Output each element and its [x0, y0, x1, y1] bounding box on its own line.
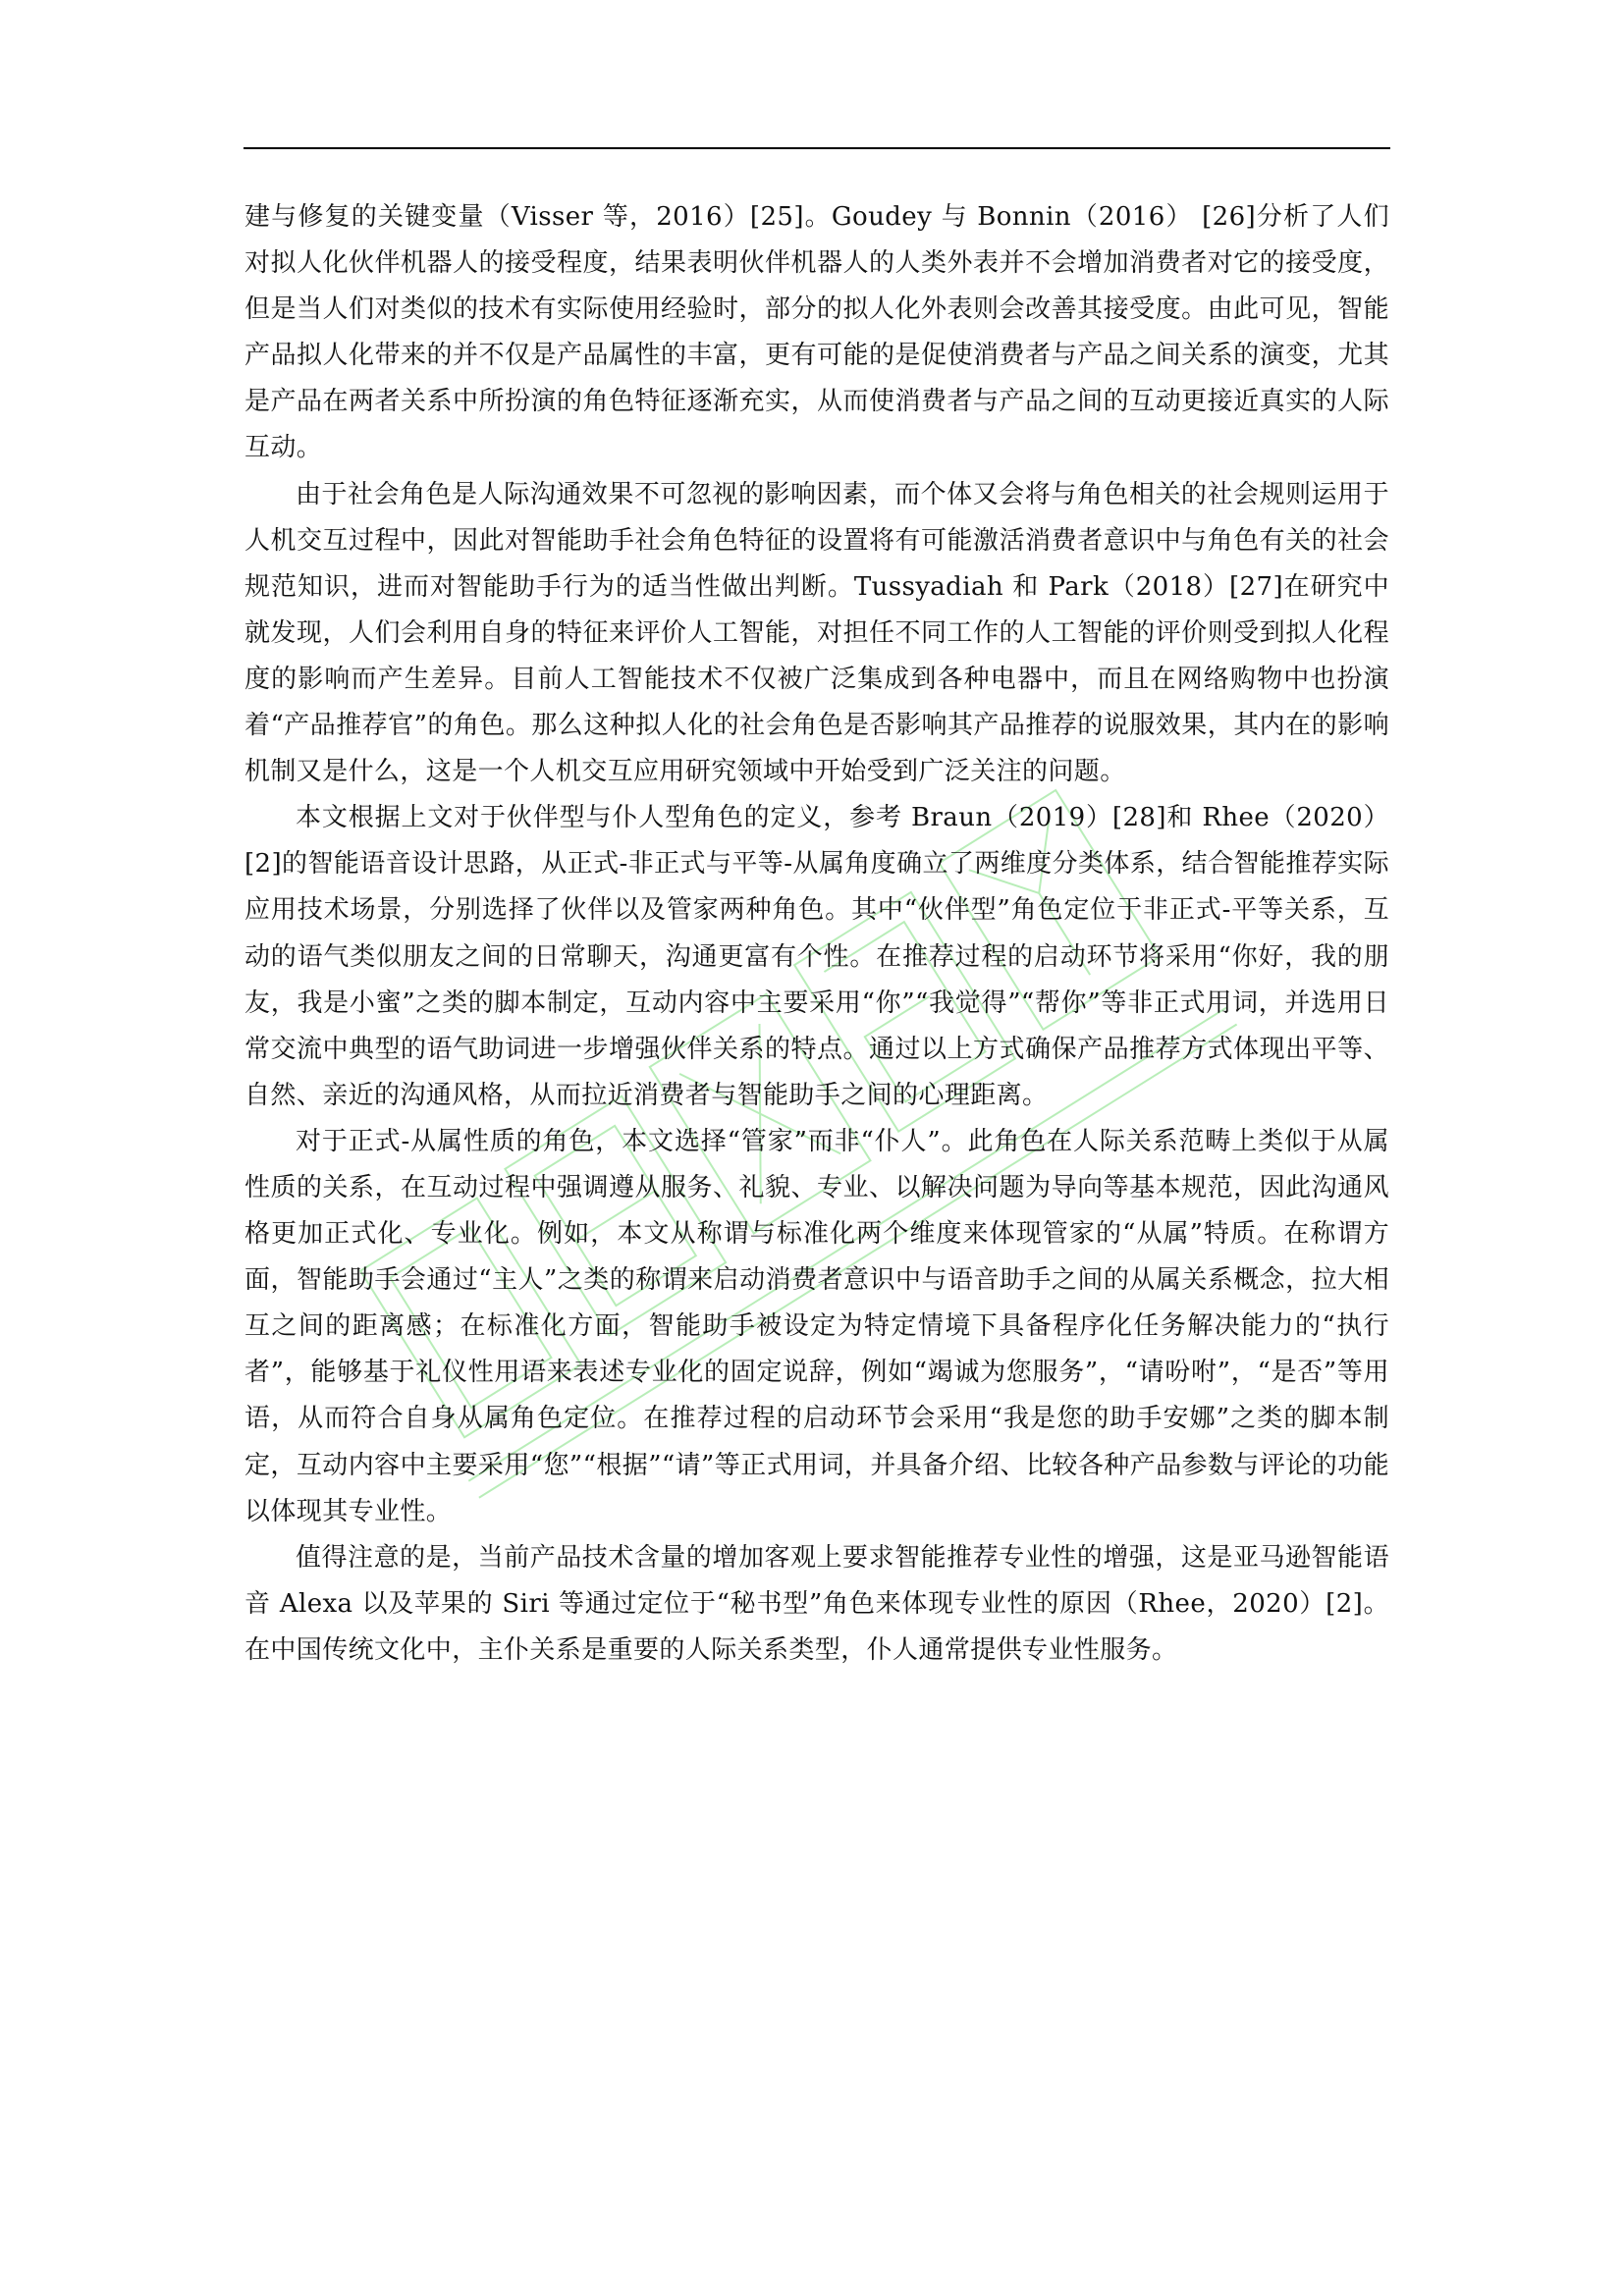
body-text: [244, 194, 1389, 1674]
paragraph-3: 本文根据上文对于伙伴型与仆人型角色的定义，参考 Braun（2019）[28]和 Rhee（2020）[2]的智能语音设计思路，从正式-非正式与平等-从属角度确立了两维度分类体系，结合智能推荐实际应用技术场景，分别选择了伙伴以及管家两种角色。其中“伙伴型”角色定位于非正式-平等关系，互动的语气类似朋友之间的日常聊天，沟通更富有个性。在推荐过程的启动环节将采用“你好，我的朋友，我是小蜜”之类的脚本制定，互动内容中主要采用“你”“我觉得”“帮你”等非正式用词，并选用日常交流中典型的语气助词进一步增强伙伴关系的特点。通过以上方式确保产品推荐方式体现出平等、自然、亲近的沟通风格，从而拉近消费者与智能助手之间的心理距离。: [244, 803, 1389, 1110]
paragraph-4: 对于正式-从属性质的角色，本文选择“管家”而非“仆人”。此角色在人际关系范畴上类似于从属性质的关系，在互动过程中强调遵从服务、礼貌、专业、以解决问题为导向等基本规范，因此沟通风格更加正式化、专业化。例如，本文从称谓与标准化两个维度来体现管家的“从属”特质。在称谓方面，智能助手会通过“主人”之类的称谓来启动消费者意识中与语音助手之间的从属关系概念，拉大相互之间的距离感；在标准化方面，智能助手被设定为特定情境下具备程序化任务解决能力的“执行者”，能够基于礼仪性用语来表述专业化的固定说辞，例如“竭诚为您服务”，“请吩咐”，“是否”等用语，从而符合自身从属角色定位。在推荐过程的启动环节会采用“我是您的助手安娜”之类的脚本制定，互动内容中主要采用“您”“根据”“请”等正式用词，并具备介绍、比较各种产品参数与评论的功能以体现其专业性。: [244, 1126, 1389, 1526]
paragraph-5: 值得注意的是，当前产品技术含量的增加客观上要求智能推荐专业性的增强，这是亚马逊智能语音 Alexa 以及苹果的 Siri 等通过定位于“秘书型”角色来体现专业性的原因（Rhee，2020）[2]。在中国传统文化中，主仆关系是重要的人际关系类型，仆人通常提供专业性服务。: [244, 1542, 1389, 1665]
paragraph-2: 由于社会角色是人际沟通效果不可忽视的影响因素，而个体又会将与角色相关的社会规则运用于人机交互过程中，因此对智能助手社会角色特征的设置将有可能激活消费者意识中与角色有关的社会规范知识，进而对智能助手行为的适当性做出判断。Tussyadiah 和 Park（2018）[27]在研究中就发现，人们会利用自身的特征来评价人工智能，对担任不同工作的人工智能的评价则受到拟人化程度的影响而产生差异。目前人工智能技术不仅被广泛集成到各种电器中，而且在网络购物中也扮演着“产品推荐官”的角色。那么这种拟人化的社会角色是否影响其产品推荐的说服效果，其内在的影响机制又是什么，这是一个人机交互应用研究领域中开始受到广泛关注的问题。: [244, 479, 1389, 787]
header-rule: [244, 147, 1390, 149]
paragraph-1: 建与修复的关键变量（Visser 等，2016）[25]。Goudey 与 Bonnin（2016） [26]分析了人们对拟人化伙伴机器人的接受程度，结果表明伙伴机器人的人类外表并不会增加消费者对它的接受度，但是当人们对类似的技术有实际使用经验时，部分的拟人化外表则会改善其接受度。由此可见，智能产品拟人化带来的并不仅是产品属性的丰富，更有可能的是促使消费者与产品之间关系的演变，尤其是产品在两者关系中所扮演的角色特征逐渐充实，从而使消费者与产品之间的互动更接近真实的人际互动。: [244, 202, 1389, 463]
